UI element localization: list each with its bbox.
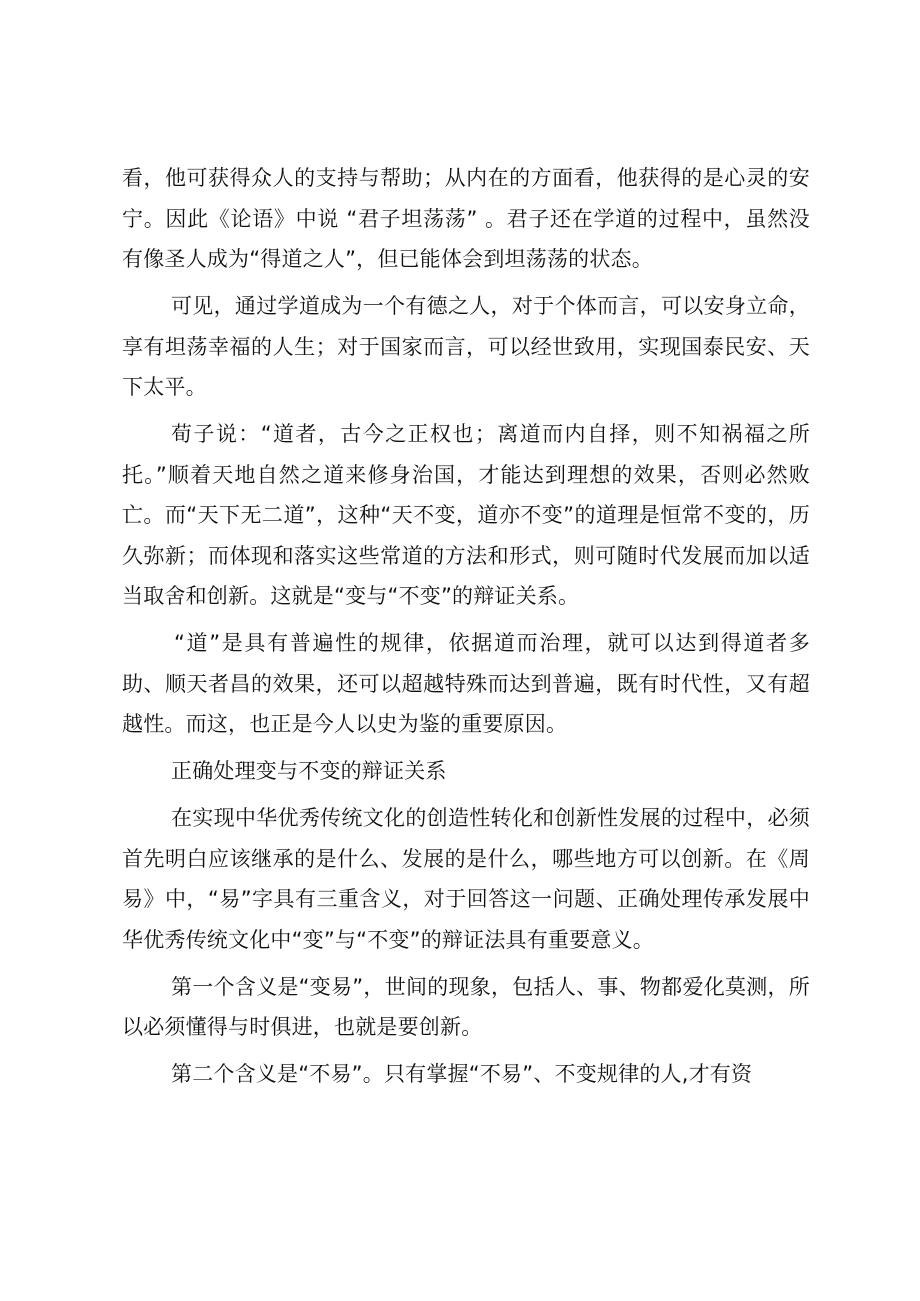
paragraph-second-meaning: 第二个含义是“不易”。只有掌握“不易”、不变规律的人,才有资: [171, 1062, 753, 1086]
paragraph-dao: “道”是具有普遍性的规律，依据道而治理，就可以达到得道者多助、顺天者昌的效果，还可以超越特殊而达到普遍，既有时代性，又有超越性。而这，也正是今人以史为鉴的重要原因。: [122, 631, 810, 736]
paragraph-first-meaning: 第一个含义是“变易”，世间的现象，包括人、事、物都爱化莫测，所以必须懂得与时俱进，也就是要创新。: [122, 974, 810, 1039]
document-page: [122, 158, 810, 1101]
paragraph-xunzi: 荀子说：“道者，古今之正权也；离道而内自择，则不知祸福之所托。”顺着天地自然之道来修身治国，才能达到理想的效果，否则必然败亡。而“天下无二道”，这种“天不变，道亦不变”的道理是恒常不变的，历久弥新；而体现和落实这些常道的方法和形式，则可随时代发展而加以适当取舍和创新。这就是“变与“不变”的辩证关系。: [122, 422, 810, 608]
section-heading: 正确处理变与不变的辩证关系: [171, 759, 447, 783]
paragraph-conclusion: 可见，通过学道成为一个有德之人，对于个体而言，可以安身立命，享有坦荡幸福的人生；对于国家而言，可以经世致用，实现国泰民安、天下太平。: [122, 294, 810, 399]
paragraph-inheritance: 在实现中华优秀传统文化的创造性转化和创新性发展的过程中，必须首先明白应该继承的是什么、发展的是什么，哪些地方可以创新。在《周易》中，“易”字具有三重含义，对于回答这一问题、正确处理传承发展中华优秀传统文化中“变”与“不变”的辩证法具有重要意义。: [122, 806, 810, 952]
paragraph-continuation: 看，他可获得众人的支持与帮助；从内在的方面看，他获得的是心灵的安宁。因此《论语》中说 “君子坦荡荡” 。君子还在学道的过程中，虽然没有像圣人成为“得道之人”，但已能体会到坦荡荡的状态。: [122, 166, 810, 271]
